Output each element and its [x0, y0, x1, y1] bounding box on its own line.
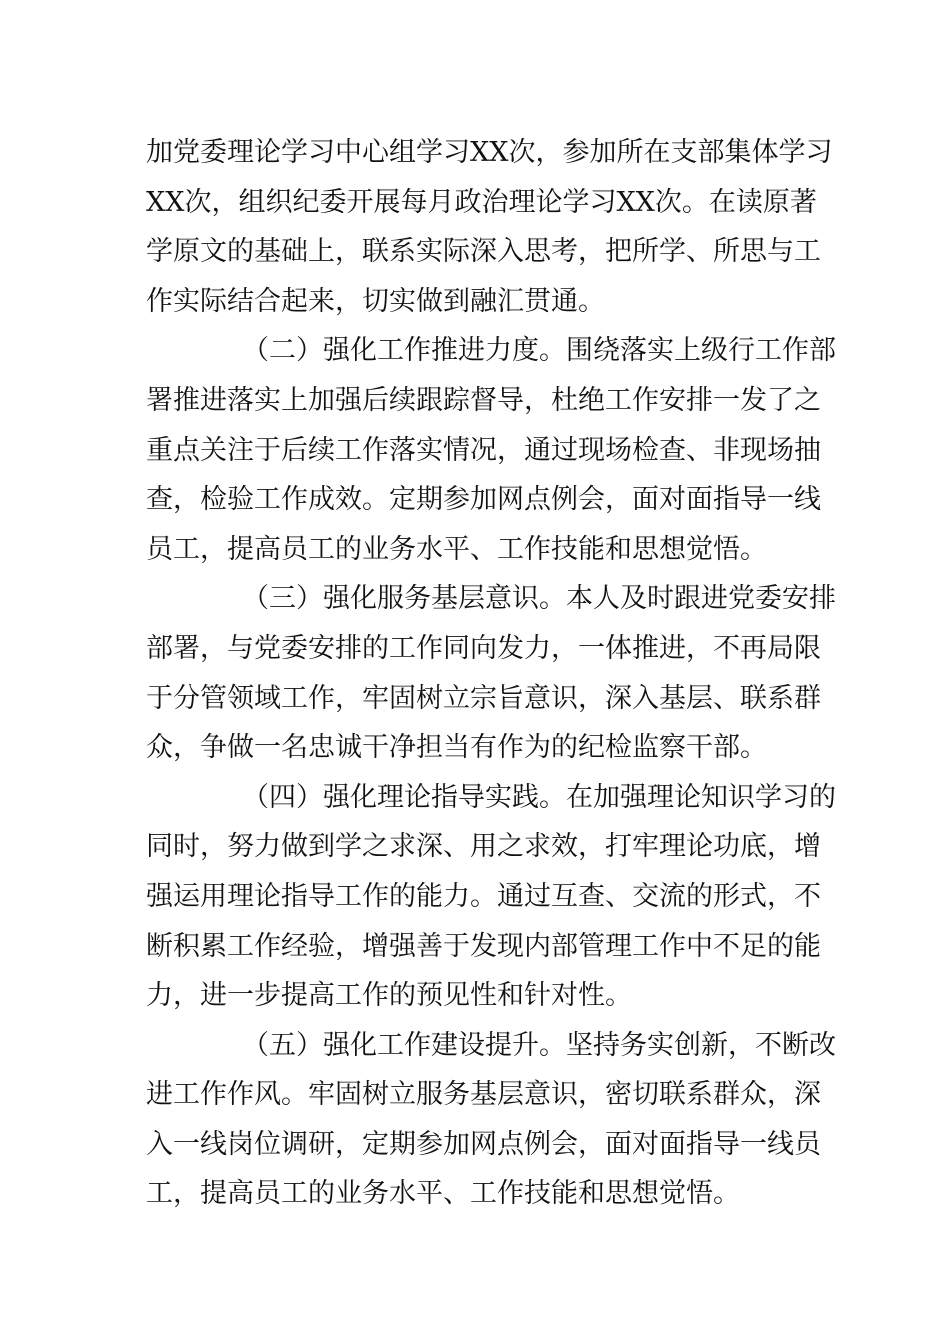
- paragraph-section-2: [146, 326, 836, 574]
- paragraph-section-3: [146, 574, 836, 772]
- paragraph-section-5: [146, 1021, 836, 1219]
- text-line: 部署，与党委安排的工作同向发力，一体推进，不再局限: [146, 632, 821, 664]
- text-line: 入一线岗位调研，定期参加网点例会，面对面指导一线员: [146, 1128, 821, 1160]
- text-line: 强运用理论指导工作的能力。通过互查、交流的形式，不: [146, 880, 821, 912]
- text-line: 工，提高员工的业务水平、工作技能和思想觉悟。: [146, 1178, 740, 1210]
- text-line: 进工作作风。牢固树立服务基层意识，密切联系群众，深: [146, 1079, 821, 1111]
- text-line: 同时，努力做到学之求深、用之求效，打牢理论功底，增: [146, 831, 821, 863]
- document-body: [146, 128, 836, 1219]
- section-heading-line: （三）强化服务基层意识。本人及时跟进党委安排: [242, 583, 836, 615]
- text-line: 作实际结合起来，切实做到融汇贯通。: [146, 285, 605, 317]
- text-line: 力，进一步提高工作的预见性和针对性。: [146, 980, 632, 1012]
- text-line: 学原文的基础上，联系实际深入思考，把所学、所思与工: [146, 236, 821, 268]
- text-line: 于分管领域工作，牢固树立宗旨意识，深入基层、联系群: [146, 682, 821, 714]
- paragraph-study-continuation: [146, 128, 833, 326]
- text-line: 众，争做一名忠诚干净担当有作为的纪检监察干部。: [146, 732, 767, 764]
- text-line: 加党委理论学习中心组学习XX次，参加所在支部集体学习: [146, 137, 833, 168]
- text-line: 员工，提高员工的业务水平、工作技能和思想觉悟。: [146, 533, 767, 565]
- text-line: 重点关注于后续工作落实情况，通过现场检查、非现场抽: [146, 434, 821, 466]
- text-line: XX次，组织纪委开展每月政治理论学习XX次。在读原著: [146, 186, 817, 218]
- text-line: 署推进落实上加强后续跟踪督导，杜绝工作安排一发了之: [146, 384, 821, 416]
- text-line: 查，检验工作成效。定期参加网点例会，面对面指导一线: [146, 484, 821, 516]
- section-heading-line: （二）强化工作推进力度。围绕落实上级行工作部: [242, 335, 836, 367]
- section-heading-line: （五）强化工作建设提升。坚持务实创新，不断改: [242, 1029, 836, 1061]
- section-heading-line: （四）强化理论指导实践。在加强理论知识学习的: [242, 781, 836, 813]
- paragraph-section-4: [146, 773, 836, 1021]
- text-line: 断积累工作经验，增强善于发现内部管理工作中不足的能: [146, 930, 821, 962]
